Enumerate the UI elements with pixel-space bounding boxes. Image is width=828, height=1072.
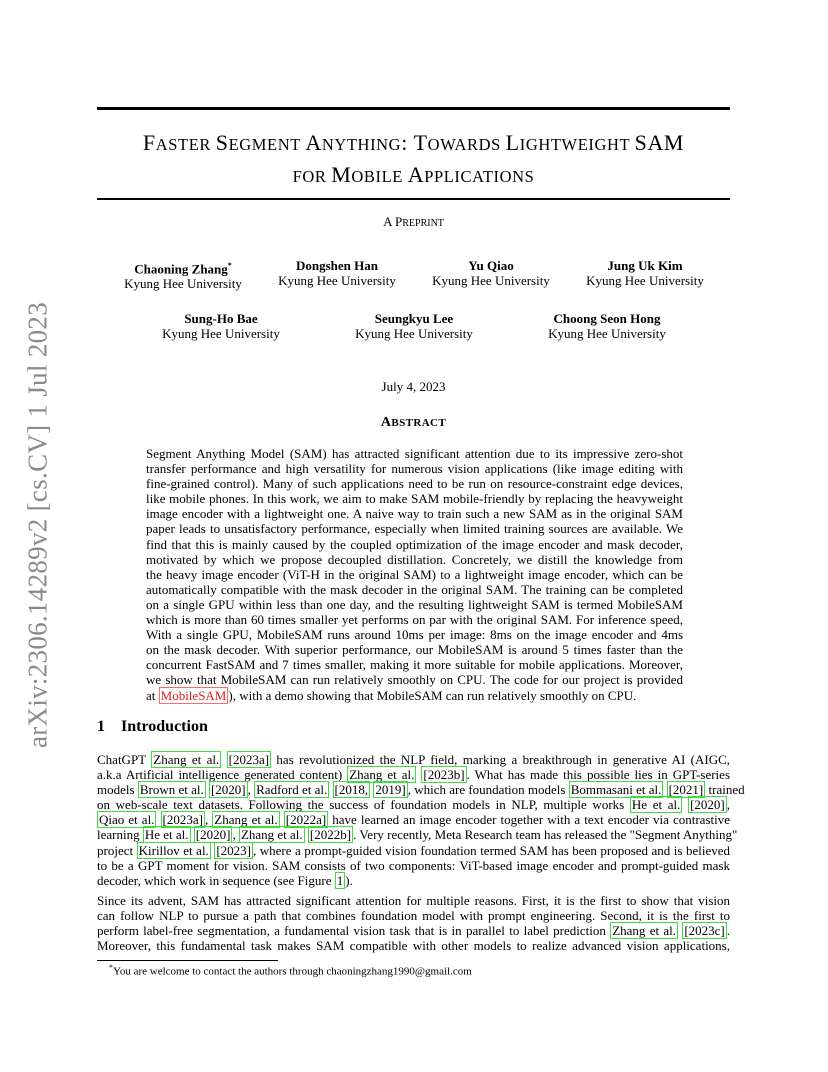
paper-title [97, 128, 730, 192]
author-affiliation: Kyung Hee University [355, 326, 473, 341]
paragraph-line: Since its advent, SAM has attracted significant attention for multiple reasons. First, it is the first to show that vision [97, 893, 730, 908]
citation-link[interactable]: [2020] [195, 827, 231, 843]
arxiv-id: arXiv:2306.14289v2 [cs.CV] 1 Jul 2023 [22, 301, 53, 749]
citation-link[interactable]: Radford et al. [256, 782, 328, 798]
preprint-label: A PREPRINT [383, 214, 444, 229]
author-name: Dongshen Han [296, 258, 378, 273]
citation-link[interactable]: Bommasani et al. [570, 782, 662, 798]
paragraph-line: a.k.a Artificial intelligence generated content) Zhang et al. [2023b] . What has made this possible lies in GPT-series [97, 767, 731, 783]
section-heading: 1 Introduction [97, 718, 208, 735]
citation-link[interactable]: He et al. [144, 827, 189, 843]
paragraph-line: Moreover, this fundamental task makes SAM compatible with other models to realize advanced vision applications, [97, 938, 730, 954]
abstract-line: on a single GPU within less than one day, and the resulting lightweight SAM is termed MobileSAM [146, 596, 683, 612]
intro-paragraph-1 [97, 752, 745, 888]
title-text: : [401, 130, 414, 155]
title-line-2 [97, 160, 730, 192]
abstract-line: find that this is mainly caused by the coupled optimization of the image encoder and mask decoder, [146, 536, 683, 552]
citation-link[interactable]: [2023a] [162, 812, 203, 828]
citation-link[interactable]: Zhang et al. [349, 767, 415, 783]
title-text: S [215, 130, 229, 155]
abstract-heading: ABSTRACT [380, 415, 447, 430]
paragraph-line: learning He et al. [2020] , Zhang et al. [2022b] . Very recently, Meta Research team has released the "Segment Anything" [97, 827, 738, 843]
citation-link[interactable]: [2020] [690, 797, 725, 813]
title-line-1 [97, 128, 730, 160]
abstract-line: concurrent FastSAM and 7 times smaller, making it more suitable for mobile applications. Moreover, [146, 657, 683, 673]
citation-link[interactable]: Qiao et al. [99, 812, 155, 828]
citation-link[interactable]: [2018, [334, 782, 369, 798]
abstract-text [146, 446, 683, 703]
citation-link[interactable]: [2023] [216, 842, 251, 858]
title-text: NYTHING [321, 135, 402, 154]
citation-link[interactable]: 2019] [375, 782, 406, 798]
title-text: A [407, 162, 425, 187]
author-name: Sung-Ho Bae [184, 311, 258, 326]
abstract-line: fine-grained control). Many of such applications need to be run on resource-constraint edge devices, [146, 476, 683, 492]
abstract-line: automatically compatible with the mask decoder in the original SAM. The training can be completed [146, 581, 683, 597]
citation-link[interactable]: [2022b] [309, 827, 352, 843]
paragraph-line: can follow NLP to pursue a path that combines foundation model with prompt engineering. Second, it is the first to [97, 908, 730, 924]
title-top-rule [97, 107, 730, 110]
title-text: M [331, 162, 352, 187]
author [406, 258, 576, 288]
abstract-line: on the mask decoder. With superior performance, our MobileSAM is around 5 times faster than the [146, 642, 683, 658]
abstract-line: at MobileSAM ), with a demo showing that MobileSAM can run relatively smoothly on CPU. [146, 687, 637, 703]
abstract-line: the heavy image encoder (ViT-H in the original SAM) to a lightweight image encoder, which can be [146, 566, 683, 582]
citation-link[interactable]: [2023b] [423, 767, 465, 783]
citation-link[interactable]: Zhang et al. [214, 812, 278, 828]
author-affiliation: Kyung Hee University [432, 273, 550, 288]
citation-link[interactable]: [2020] [210, 782, 246, 798]
abstract-line: Segment Anything Model (SAM) has attracted significant attention due to its impressive zero-shot [146, 446, 683, 461]
mobilesam-link[interactable]: MobileSAM [160, 687, 227, 703]
author-name: Seungkyu Lee [374, 311, 454, 326]
abstract-line: transfer performance and high versatility for numerous vision applications (like image editing with [146, 461, 683, 477]
citation-link[interactable]: [2023c] [684, 923, 725, 939]
paragraph-line: models Brown et al. [2020] , Radford et al. [2018, 2019] , which are foundation models Bommasani et al. [2021] trained [97, 782, 745, 798]
title-text: EGMENT [228, 135, 306, 154]
author [252, 258, 422, 288]
citation-link[interactable]: [2021] [668, 782, 704, 798]
citation-link[interactable]: Zhang et al. [153, 752, 220, 767]
citation-link[interactable]: Brown et al. [139, 782, 204, 798]
author-affiliation: Kyung Hee University [548, 326, 666, 341]
author [136, 311, 306, 341]
author [522, 311, 692, 341]
paragraph-line: project Kirillov et al. [2023] , where a prompt-guided vision foundation termed SAM has been proposed and is believed [97, 842, 731, 858]
title-bottom-rule [97, 198, 730, 200]
abstract-line: we show that MobileSAM can run relatively smoothly on CPU. The code for our project is provided [146, 672, 683, 688]
title-text: L [505, 130, 520, 155]
title-text: OWARDS [427, 135, 506, 154]
title-text: F [142, 130, 156, 155]
paragraph-line: perform label-free segmentation, a fundamental vision task that is in parallel to label prediction Zhang et al. [2023c] . [97, 923, 730, 939]
title-text: OBILE [351, 167, 408, 186]
citation-link[interactable]: Zhang et al. [612, 923, 677, 939]
citation-link[interactable]: Kirillov et al. [138, 842, 209, 858]
author-name: Yu Qiao [468, 258, 514, 273]
title-text: SAM [634, 130, 685, 155]
footnote-rule [97, 960, 278, 961]
citation-link[interactable]: Zhang et al. [240, 827, 303, 843]
paragraph-line: Qiao et al. [2023a] , Zhang et al. [2022a] have learned an image encoder together with a text encoder via contrastive [99, 812, 731, 828]
abstract-line: which is more than 60 times smaller yet performs on par with the original SAM. For inference speed, [146, 612, 683, 628]
author-name: Choong Seon Hong [553, 311, 661, 326]
author-name: Jung Uk Kim [607, 258, 683, 273]
abstract-line: motivated by which we propose decoupled distillation. Concretely, we distill the knowledge from [146, 551, 683, 567]
abstract-line: like mobile phones. In this work, we aim to make SAM mobile-friendly by replacing the heavyweight [146, 491, 683, 507]
abstract-line: With a single GPU, MobileSAM runs around 10ms per image: 8ms on the image encoder and 4ms [146, 627, 683, 643]
title-text: IGHTWEIGHT [519, 135, 635, 154]
title-text: A [305, 130, 322, 155]
author-mark: * [227, 261, 232, 270]
paragraph-line: on web-scale text datasets. Following the success of foundation models in NLP, multiple works He et al. [2020] , [97, 797, 730, 813]
author-affiliation: Kyung Hee University [124, 276, 242, 292]
author-name: Chaoning Zhang* [134, 261, 232, 277]
paragraph-line: ChatGPT Zhang et al. [2023a] has revolutionized the NLP field, marking a breakthrough in generative AI (AIGC, [97, 752, 731, 767]
title-text: PPLICATIONS [424, 167, 535, 186]
citation-link[interactable]: 1 [336, 872, 344, 888]
paragraph-line: to be a GPT moment for vision. SAM consists of two components: ViT-based image encoder and prompt-guided mask [97, 857, 730, 873]
title-text: T [413, 130, 428, 155]
citation-link[interactable]: He et al. [631, 797, 681, 813]
author [98, 258, 268, 291]
intro-paragraph-2 [97, 893, 730, 953]
title-text: FOR [292, 167, 332, 186]
author [560, 258, 730, 288]
author-affiliation: Kyung Hee University [278, 273, 396, 288]
author [329, 311, 499, 341]
paragraph-line: decoder, which work in sequence (see Figure 1 ). [97, 872, 353, 888]
citation-link[interactable]: [2022a] [285, 812, 327, 828]
date: July 4, 2023 [381, 379, 446, 394]
title-text: ASTER [155, 135, 216, 154]
author-affiliation: Kyung Hee University [162, 326, 280, 341]
citation-link[interactable]: [2023a] [228, 752, 270, 767]
author-affiliation: Kyung Hee University [586, 273, 704, 288]
abstract-line: image encoder with a lightweight one. A naive way to train such a new SAM as in the original SAM [146, 506, 683, 522]
abstract-line: paper leads to unsatisfactory performance, especially when limited training sources are available. We [146, 521, 683, 537]
footnote: *You are welcome to contact the authors through chaoningzhang1990@gmail.com [109, 963, 472, 978]
